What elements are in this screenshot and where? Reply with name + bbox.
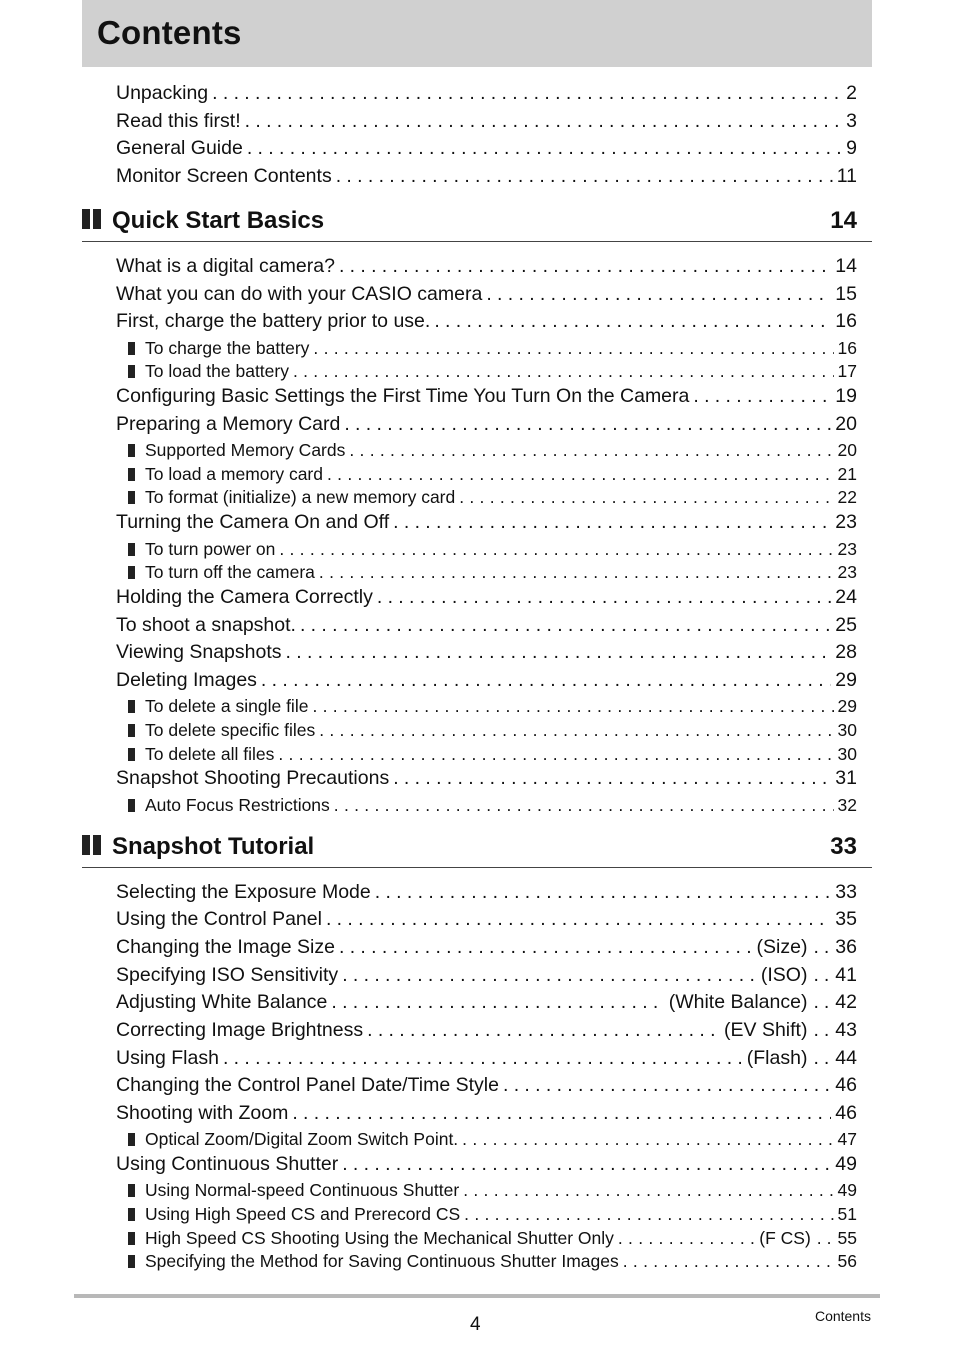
leader-dots: .. (813, 964, 835, 986)
toc-entry-label: Using High Speed CS and Prerecord CS (145, 1204, 461, 1224)
toc-entry-note: (Flash) (746, 1047, 808, 1069)
toc-entry[interactable] (116, 964, 857, 990)
section-heading-snapshot-tutorial[interactable] (82, 827, 872, 868)
section-title: Snapshot Tutorial (112, 833, 315, 860)
toc-entry-label: To load a memory card (145, 464, 323, 484)
leader-dots: .. (813, 1047, 835, 1069)
leader-dots (286, 641, 832, 664)
toc-entry-note: (ISO) (760, 964, 808, 986)
leader-dots (278, 744, 833, 765)
toc-entry-page: 30 (837, 720, 857, 740)
toc-entry[interactable] (116, 936, 857, 962)
toc-subentry[interactable] (128, 464, 857, 487)
square-bullet-icon (128, 342, 135, 355)
section-page: 33 (830, 833, 857, 860)
toc-subentry[interactable] (128, 795, 857, 818)
square-bullet-icon (128, 468, 135, 481)
toc-entry-label: To format (initialize) a new memory card (145, 487, 456, 507)
toc-subentry[interactable] (128, 1129, 857, 1152)
toc-entry-note: (EV Shift) (724, 1019, 808, 1041)
toc-entry-page: 56 (837, 1251, 857, 1271)
leader-dots (349, 440, 833, 461)
section-marker-icon (82, 835, 104, 860)
toc-entry[interactable] (116, 165, 857, 191)
toc-subentry[interactable] (128, 440, 857, 463)
square-bullet-icon (128, 724, 135, 737)
toc-entry[interactable] (116, 413, 857, 439)
toc-entry-page: 15 (835, 283, 857, 305)
leader-dots: .. (813, 936, 835, 958)
square-bullet-icon (128, 1232, 135, 1245)
toc-entry-label: Changing the Image Size (116, 936, 335, 958)
toc-subentry[interactable] (128, 562, 857, 585)
toc-entry[interactable] (116, 991, 857, 1017)
leader-dots (375, 881, 832, 904)
toc-entry[interactable] (116, 82, 857, 108)
toc-entry[interactable] (116, 1074, 857, 1100)
leader-dots (212, 82, 842, 105)
square-bullet-icon (128, 799, 135, 812)
square-bullet-icon (128, 543, 135, 556)
toc-entry-page: 22 (837, 487, 857, 507)
square-bullet-icon (128, 1255, 135, 1268)
toc-entry-page: 36 (835, 936, 857, 958)
square-bullet-icon (128, 1133, 135, 1146)
toc-entry-label: What you can do with your CASIO camera (116, 283, 483, 305)
leader-dots (279, 539, 833, 560)
leader-dots (300, 614, 831, 637)
toc-entry[interactable] (116, 641, 857, 667)
leader-dots (312, 696, 833, 717)
leader-dots (503, 1074, 831, 1097)
leader-dots (344, 413, 831, 436)
toc-entry-page: 43 (835, 1019, 857, 1041)
leader-dots (486, 283, 831, 306)
toc-entry[interactable] (116, 908, 857, 934)
toc-entry[interactable] (116, 767, 857, 793)
toc-entry-page: 17 (837, 361, 857, 381)
toc-entry-page: 16 (837, 338, 857, 358)
toc-entry-label: Preparing a Memory Card (116, 413, 341, 435)
toc-entry-page: 21 (837, 464, 857, 484)
toc-entry-page: 2 (846, 82, 857, 104)
leader-dots (261, 669, 831, 692)
toc-subentry[interactable] (128, 720, 857, 743)
leader-dots (693, 385, 831, 408)
toc-entry[interactable] (116, 1102, 857, 1128)
toc-entry-label: High Speed CS Shooting Using the Mechanical Shutter Only (145, 1228, 614, 1248)
toc-subentry[interactable] (128, 744, 857, 767)
toc-entry-page: 33 (835, 881, 857, 903)
leader-dots: .. (813, 991, 835, 1013)
leader-dots (342, 1153, 831, 1176)
toc-entry-label: Using Continuous Shutter (116, 1153, 339, 1175)
toc-entry-note: (F CS) (759, 1228, 811, 1248)
toc-entry-page: 14 (835, 255, 857, 277)
toc-entry-label: To shoot a snapshot. (116, 614, 296, 636)
toc-entry-page: 3 (846, 110, 857, 132)
toc-subentry[interactable] (128, 361, 857, 384)
leader-dots: .. (813, 1019, 835, 1041)
toc-entry-label: Deleting Images (116, 669, 257, 691)
toc-entry-page: 20 (835, 413, 857, 435)
square-bullet-icon (128, 700, 135, 713)
toc-entry-page: 29 (837, 696, 857, 716)
toc-entry-label: To turn power on (145, 539, 276, 559)
toc-entry[interactable] (116, 255, 857, 281)
leader-dots (463, 1180, 833, 1201)
section-heading-quick-start-basics[interactable] (82, 201, 872, 242)
toc-entry-label: General Guide (116, 137, 243, 159)
square-bullet-icon (128, 491, 135, 504)
toc-entry[interactable] (116, 1153, 857, 1179)
toc-entry-label: To delete all files (145, 744, 275, 764)
leader-dots (623, 1251, 834, 1272)
leader-dots (464, 1204, 833, 1225)
toc-entry-label: Turning the Camera On and Off (116, 511, 390, 533)
toc-entry-page: 23 (837, 562, 857, 582)
leader-dots (462, 1129, 833, 1150)
leader-dots (339, 255, 831, 278)
toc-subentry[interactable] (128, 338, 857, 361)
footer-section-label: Contents (814, 1308, 871, 1324)
toc-entry-label: To load the battery (145, 361, 289, 381)
toc-subentry[interactable] (128, 487, 857, 510)
leader-dots (393, 511, 831, 534)
leader-dots (342, 964, 757, 987)
toc-subentry[interactable] (128, 1180, 857, 1203)
title-bar (82, 0, 872, 67)
square-bullet-icon (128, 748, 135, 761)
footer-page-number: 4 (470, 1314, 481, 1335)
toc-entry-page: 11 (836, 165, 857, 187)
toc-entry[interactable] (116, 1019, 857, 1045)
leader-dots (377, 586, 831, 609)
toc-entry-label: Using Normal-speed Continuous Shutter (145, 1180, 460, 1200)
section-page: 14 (830, 207, 857, 234)
leader-dots (327, 464, 834, 485)
toc-entry-page: 46 (835, 1074, 857, 1096)
toc-entry-page: 47 (837, 1129, 857, 1149)
toc-entry[interactable] (116, 283, 857, 309)
toc-entry-label: Holding the Camera Correctly (116, 586, 373, 608)
section-title: Quick Start Basics (112, 207, 325, 234)
square-bullet-icon (128, 365, 135, 378)
toc-entry-page: 20 (837, 440, 857, 460)
toc-entry-label: Snapshot Shooting Precautions (116, 767, 390, 789)
toc-entry-label: Unpacking (116, 82, 209, 104)
leader-dots (339, 936, 753, 959)
leader-dots (393, 767, 831, 790)
toc-entry-page: 28 (835, 641, 857, 663)
toc-entry-page: 30 (837, 744, 857, 764)
toc-entry-label: Changing the Control Panel Date/Time Style (116, 1074, 499, 1096)
toc-entry-label: Selecting the Exposure Mode (116, 881, 371, 903)
leader-dots (313, 338, 833, 359)
leader-dots (618, 1228, 755, 1249)
toc-entry-page: 49 (837, 1180, 857, 1200)
toc-entry[interactable] (116, 586, 857, 612)
toc-entry-label: Shooting with Zoom (116, 1102, 289, 1124)
toc-subentry[interactable] (128, 1228, 857, 1251)
toc-entry-label: Optical Zoom/Digital Zoom Switch Point. (145, 1129, 459, 1149)
toc-entry-page: 24 (835, 586, 857, 608)
toc-entry-page: 23 (837, 539, 857, 559)
toc-entry-page: 31 (835, 767, 857, 789)
toc-entry-page: 42 (835, 991, 857, 1013)
toc-entry-label: To turn off the camera (145, 562, 315, 582)
toc-entry[interactable] (116, 669, 857, 695)
toc-entry-label: Using Flash (116, 1047, 219, 1069)
leader-dots: .. (816, 1228, 837, 1248)
toc-entry-label: Auto Focus Restrictions (145, 795, 330, 815)
leader-dots (292, 1102, 831, 1125)
toc-entry-page: 19 (835, 385, 857, 407)
toc-entry-page: 23 (835, 511, 857, 533)
leader-dots (367, 1019, 720, 1042)
square-bullet-icon (128, 1184, 135, 1197)
footer-divider (74, 1294, 880, 1298)
toc-entry-label: Correcting Image Brightness (116, 1019, 364, 1041)
leader-dots (223, 1047, 743, 1070)
toc-subentry[interactable] (128, 539, 857, 562)
toc-entry-label: First, charge the battery prior to use. (116, 310, 431, 332)
toc-entry-label: Specifying the Method for Saving Continuous Shutter Images (145, 1251, 619, 1271)
toc-entry-page: 49 (835, 1153, 857, 1175)
square-bullet-icon (128, 1208, 135, 1221)
toc-entry-label: What is a digital camera? (116, 255, 335, 277)
toc-entry-page: 32 (837, 795, 857, 815)
toc-entry-page: 16 (835, 310, 857, 332)
toc-entry-note: (White Balance) (668, 991, 808, 1013)
page-title: Contents (97, 14, 242, 51)
square-bullet-icon (128, 444, 135, 457)
leader-dots (331, 991, 664, 1014)
toc-entry[interactable] (116, 511, 857, 537)
square-bullet-icon (128, 566, 135, 579)
leader-dots (293, 361, 834, 382)
toc-entry-label: To charge the battery (145, 338, 310, 358)
toc-entry-page: 46 (835, 1102, 857, 1124)
toc-entry[interactable] (116, 310, 857, 336)
leader-dots (334, 795, 834, 816)
toc-entry-label: Adjusting White Balance (116, 991, 328, 1013)
toc-subentry[interactable] (128, 1251, 857, 1274)
toc-entry-label: Specifying ISO Sensitivity (116, 964, 339, 986)
leader-dots (326, 908, 831, 931)
leader-dots (247, 137, 842, 160)
toc-entry[interactable] (116, 385, 857, 411)
toc-entry-page: 25 (835, 614, 857, 636)
toc-entry-page: 29 (835, 669, 857, 691)
toc-entry-label: To delete a single file (145, 696, 309, 716)
toc-entry[interactable] (116, 110, 857, 136)
toc-entry-page: 35 (835, 908, 857, 930)
toc-entry-page: 44 (835, 1047, 857, 1069)
leader-dots (245, 110, 843, 133)
leader-dots (336, 165, 833, 188)
toc-entry-note: (Size) (756, 936, 808, 958)
toc-entry-label: Supported Memory Cards (145, 440, 346, 460)
toc-entry-page: 9 (846, 137, 857, 159)
toc-entry-label: Configuring Basic Settings the First Time You Turn On the Camera (116, 385, 690, 407)
toc-entry[interactable] (116, 1047, 857, 1073)
toc-entry-label: Monitor Screen Contents (116, 165, 332, 187)
toc-entry-label: Viewing Snapshots (116, 641, 282, 663)
toc-subentry[interactable] (128, 696, 857, 719)
toc-entry-page: 41 (835, 964, 857, 986)
leader-dots (319, 720, 833, 741)
section-marker-icon (82, 209, 104, 234)
toc-entry-label: To delete specific files (145, 720, 316, 740)
leader-dots (459, 487, 833, 508)
leader-dots (319, 562, 834, 583)
leader-dots (434, 310, 831, 333)
toc-entry-page: 55 (837, 1228, 857, 1248)
toc-entry[interactable] (116, 881, 857, 907)
toc-entry-page: 51 (837, 1204, 857, 1224)
toc-entry-label: Read this first! (116, 110, 241, 132)
toc-subentry[interactable] (128, 1204, 857, 1227)
toc-entry[interactable] (116, 137, 857, 163)
toc-entry-label: Using the Control Panel (116, 908, 322, 930)
toc-entry[interactable] (116, 614, 857, 640)
